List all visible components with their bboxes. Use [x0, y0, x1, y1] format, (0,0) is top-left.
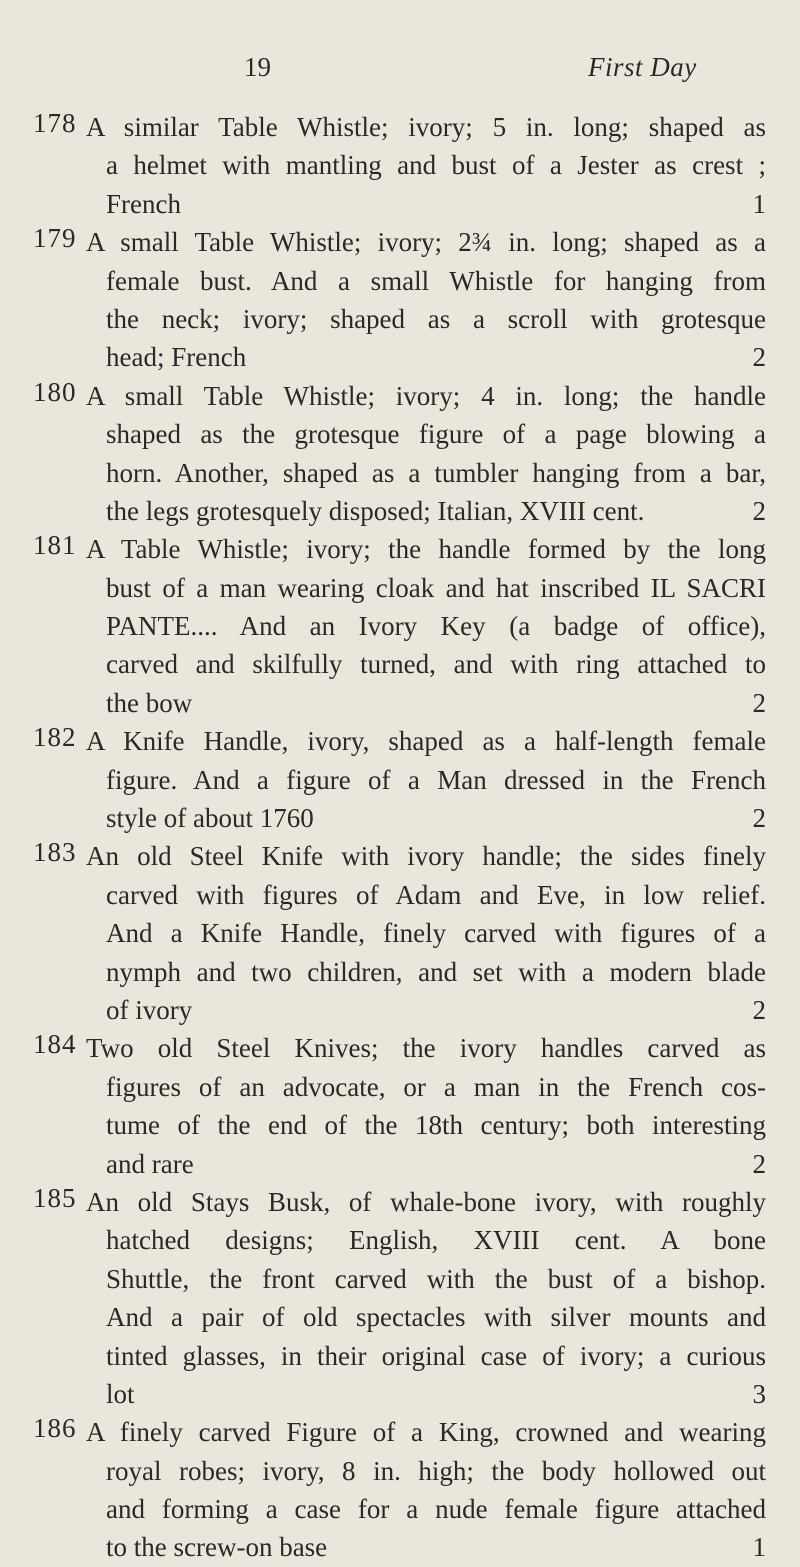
description-line [106, 338, 766, 376]
lot-description [86, 1413, 766, 1567]
lot-list [0, 108, 800, 1567]
lot-number: 183 [33, 837, 77, 868]
line-text: An old Stays Busk, of whale-bone ivory, with roughly [86, 1186, 766, 1217]
description-line [106, 1145, 766, 1183]
description-line [106, 991, 766, 1029]
description-line [106, 607, 766, 645]
description-line [86, 377, 766, 415]
description-line [106, 645, 766, 683]
lot-quantity: 2 [752, 687, 766, 718]
line-text: tume of the end of the 18th century; both interesting [106, 1110, 766, 1141]
line-text: bust of a man wearing cloak and hat inscribed IL SACRI [106, 572, 766, 603]
description-line [106, 569, 766, 607]
description-line [106, 492, 766, 530]
lot-entry [0, 377, 800, 531]
lot-description [86, 223, 766, 377]
line-text: carved and skilfully turned, and with ring attached to [106, 649, 766, 680]
lot-description [86, 1029, 766, 1183]
line-text: and rare [106, 1148, 194, 1179]
lot-description [86, 377, 766, 531]
description-line [106, 1260, 766, 1298]
line-text: a helmet with mantling and bust of a Jester as crest ; [106, 150, 766, 181]
description-line [106, 876, 766, 914]
description-line [106, 1106, 766, 1144]
line-text: A Table Whistle; ivory; the handle formed by the long [86, 534, 766, 565]
line-text: nymph and two children, and set with a modern blade [106, 956, 766, 987]
line-text: And a Knife Handle, finely carved with figures of a [106, 918, 766, 949]
line-text: French [106, 188, 181, 219]
description-line [106, 953, 766, 991]
lot-entry [0, 837, 800, 1029]
lot-quantity: 1 [752, 188, 766, 219]
lot-quantity: 2 [752, 803, 766, 834]
lot-number: 186 [33, 1413, 77, 1444]
description-line [86, 1413, 766, 1451]
line-text: An old Steel Knife with ivory handle; the sides finely [86, 841, 766, 872]
line-text: Two old Steel Knives; the ivory handles carved as [86, 1033, 766, 1064]
lot-number: 182 [33, 722, 77, 753]
description-line [106, 1221, 766, 1259]
description-line [106, 300, 766, 338]
page-header [0, 52, 800, 92]
description-line [106, 1490, 766, 1528]
line-text: lot [106, 1378, 135, 1409]
line-text: and forming a case for a nude female figure attached [106, 1494, 766, 1525]
lot-number: 184 [33, 1029, 77, 1060]
lot-quantity: 1 [752, 1532, 766, 1563]
line-text: figure. And a figure of a Man dressed in the French [106, 764, 766, 795]
description-line [86, 1183, 766, 1221]
description-line [106, 1298, 766, 1336]
lot-entry [0, 530, 800, 722]
line-text: A Knife Handle, ivory, shaped as a half-length female [86, 726, 766, 757]
line-text: horn. Another, shaped as a tumbler hanging from a bar, [106, 457, 766, 488]
description-line [106, 1528, 766, 1566]
line-text: the bow [106, 687, 193, 718]
line-text: female bust. And a small Whistle for hanging from [106, 265, 766, 296]
line-text: A similar Table Whistle; ivory; 5 in. long; shaped as [86, 112, 766, 142]
lot-description [86, 530, 766, 722]
description-line [86, 108, 766, 146]
lot-description [86, 108, 766, 223]
description-line [106, 1375, 766, 1413]
lot-quantity: 2 [752, 994, 766, 1025]
lot-quantity: 2 [752, 1148, 766, 1179]
lot-entry [0, 1183, 800, 1413]
line-text: royal robes; ivory, 8 in. high; the body hollowed out [106, 1455, 766, 1486]
lot-entry [0, 722, 800, 837]
line-text: style of about 1760 [106, 803, 314, 834]
description-line [106, 1452, 766, 1490]
line-text: of ivory [106, 994, 193, 1025]
line-text: the legs grotesquely disposed; Italian, XVIII cent. [106, 495, 645, 526]
line-text: the neck; ivory; shaped as a scroll with grotesque [106, 303, 766, 334]
description-line [106, 415, 766, 453]
description-line [106, 1068, 766, 1106]
lot-quantity: 2 [752, 495, 766, 526]
running-title: First Day [588, 52, 697, 82]
lot-entry [0, 1029, 800, 1183]
line-text: Shuttle, the front carved with the bust of a bishop. [106, 1263, 766, 1294]
lot-quantity: 3 [752, 1378, 766, 1409]
description-line [106, 761, 766, 799]
description-line [106, 1337, 766, 1375]
description-line [86, 837, 766, 875]
description-line [106, 684, 766, 722]
description-line [106, 146, 766, 184]
description-line [106, 262, 766, 300]
lot-number: 178 [33, 108, 77, 138]
description-line [86, 1029, 766, 1067]
lot-description [86, 837, 766, 1029]
description-line [106, 914, 766, 952]
description-line [106, 799, 766, 837]
line-text: A small Table Whistle; ivory; 2¾ in. long; shaped as a [86, 227, 766, 258]
line-text: And a pair of old spectacles with silver mounts and [106, 1302, 766, 1333]
line-text: hatched designs; English, XVIII cent. A bone [106, 1225, 766, 1256]
lot-quantity: 2 [752, 342, 766, 373]
line-text: A small Table Whistle; ivory; 4 in. long; the handle [86, 380, 766, 411]
lot-number: 181 [33, 530, 77, 561]
line-text: tinted glasses, in their original case of ivory; a curious [106, 1340, 766, 1371]
line-text: head; French [106, 342, 247, 373]
page-number: 19 [244, 52, 271, 82]
description-line [86, 530, 766, 568]
description-line [106, 185, 766, 223]
line-text: carved with figures of Adam and Eve, in low relief. [106, 879, 766, 910]
lot-entry [0, 223, 800, 377]
description-line [106, 454, 766, 492]
line-text: to the screw-on base [106, 1532, 328, 1563]
lot-number: 180 [33, 376, 77, 407]
line-text: PANTE.... And an Ivory Key (a badge of office), [106, 611, 766, 642]
line-text: figures of an advocate, or a man in the French cos- [106, 1071, 766, 1102]
lot-number: 185 [33, 1182, 77, 1213]
lot-entry [0, 1413, 800, 1567]
lot-description [86, 1183, 766, 1413]
line-text: A finely carved Figure of a King, crowned and wearing [86, 1417, 766, 1448]
lot-number: 179 [33, 223, 77, 254]
lot-description [86, 722, 766, 837]
description-line [86, 722, 766, 760]
line-text: shaped as the grotesque figure of a page blowing a [106, 419, 766, 450]
lot-entry [0, 108, 800, 223]
description-line [86, 223, 766, 261]
